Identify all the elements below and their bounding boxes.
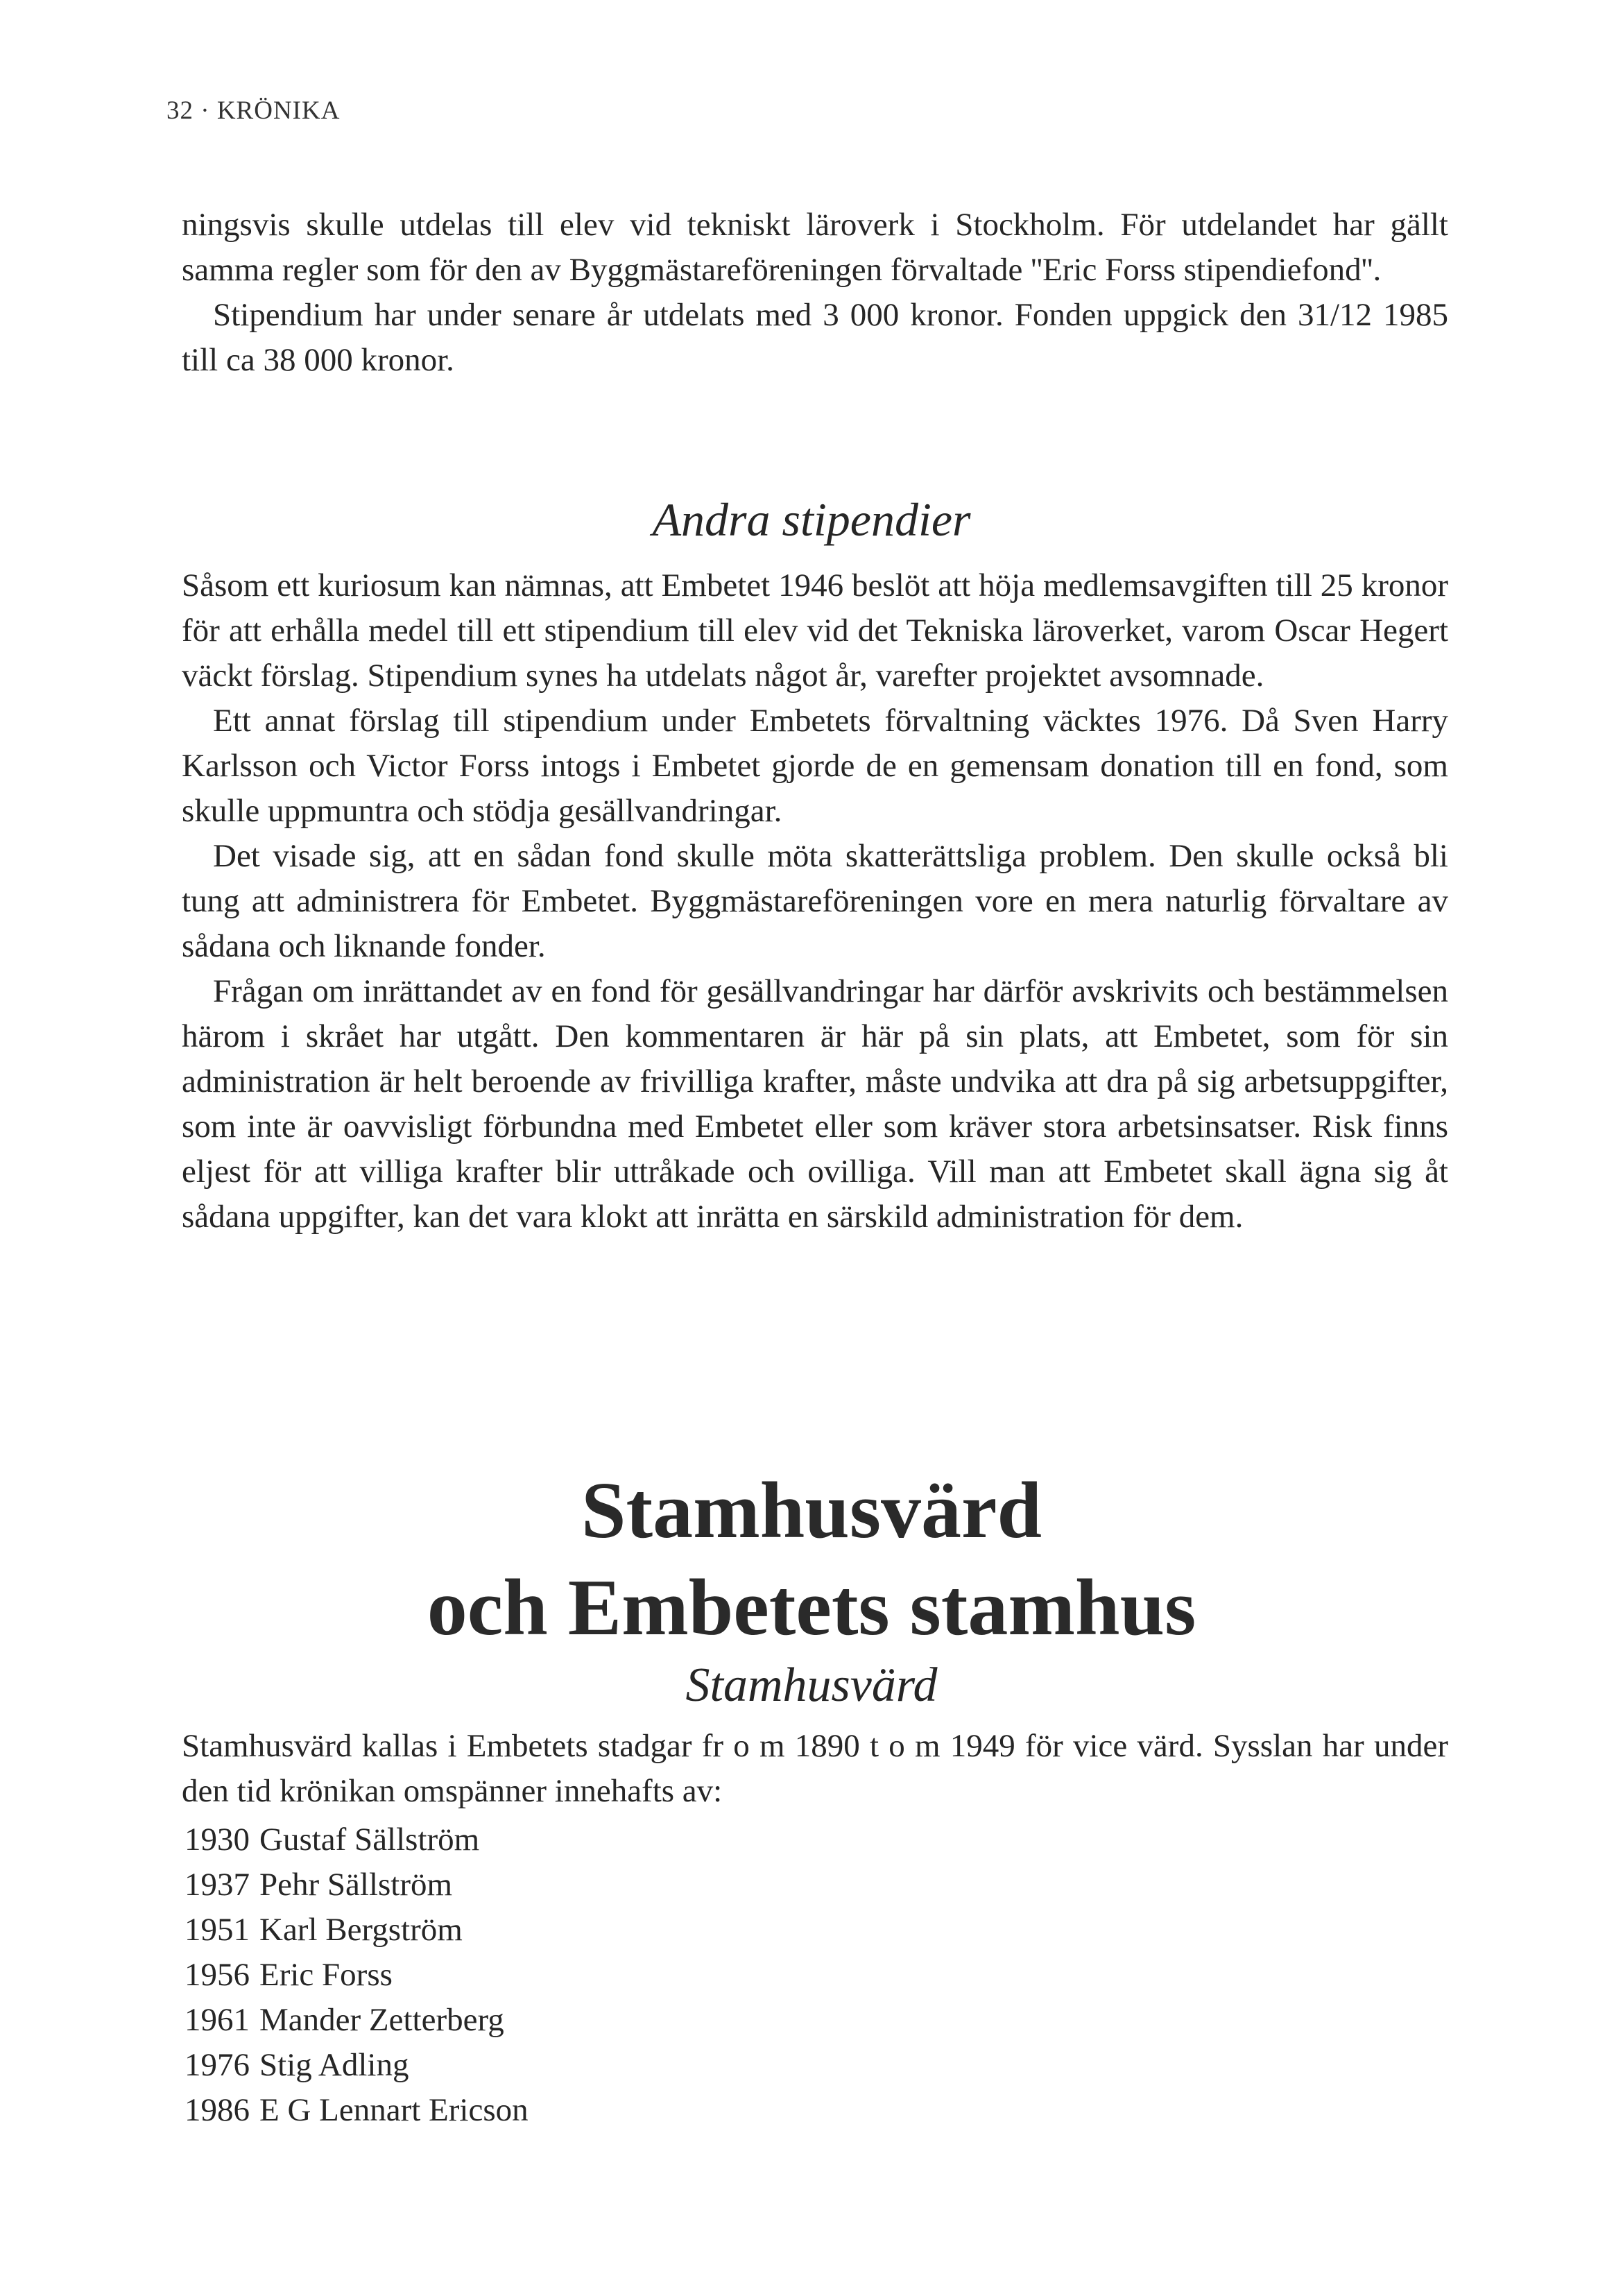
- chapter-title-line-1: Stamhusvärd: [581, 1466, 1042, 1555]
- holder-year: 1961: [184, 2002, 250, 2038]
- list-item: [184, 2088, 529, 2133]
- chapter-title: [0, 1462, 1623, 1656]
- holder-name: Gustaf Sällström: [259, 1822, 480, 1858]
- chapter-title-line-2: och Embetets stamhus: [427, 1563, 1196, 1652]
- holder-name: E G Lennart Ericson: [259, 2092, 529, 2128]
- running-head: 32 · KRÖNIKA: [166, 96, 341, 125]
- holder-name: Eric Forss: [259, 1957, 393, 1993]
- holder-year: 1930: [184, 1822, 250, 1858]
- list-item: [184, 2043, 529, 2088]
- holder-year: 1986: [184, 2092, 250, 2128]
- list-item: [184, 1908, 529, 1953]
- stamhusvard-holders-list: [184, 1817, 529, 2133]
- andra-stipendier-body: [182, 563, 1448, 1240]
- body-paragraph: Såsom ett kuriosum kan nämnas, att Embetet 1946 beslöt att höja medlemsavgiften till 25 kronor för att erhålla medel till ett stipendium till elev vid det Tekniska läroverket, varom Oscar Hegert väckt förslag. Stipendium synes ha utdelats något år, varefter projektet avsomnade.: [182, 567, 1448, 694]
- holder-name: Mander Zetterberg: [259, 2002, 504, 2038]
- intro-paragraph: ningsvis skulle utdelas till elev vid tekniskt läroverk i Stockholm. För utdelandet har gällt samma regler som för den av Byggmästareföreningen förvaltade ''Eric Forss stipendiefond''.: [182, 207, 1448, 288]
- body-paragraph: Stamhusvärd kallas i Embetets stadgar fr o m 1890 t o m 1949 för vice värd. Sysslan har under den tid krönikan omspänner innehafts av:: [182, 1728, 1448, 1809]
- holder-year: 1956: [184, 1957, 250, 1993]
- holder-name: Pehr Sällström: [259, 1867, 453, 1903]
- intro-section: [182, 203, 1448, 383]
- holder-year: 1976: [184, 2047, 250, 2083]
- list-item: [184, 1862, 529, 1908]
- list-item: [184, 1817, 529, 1862]
- stamhusvard-body: [182, 1724, 1448, 1814]
- body-paragraph: Det visade sig, att en sådan fond skulle möta skatterättsliga problem. Den skulle också bli tung att administrera för Embetet. Byggmästareföreningen vore en mera naturlig förvaltare av sådana och liknande fonder.: [182, 838, 1448, 964]
- intro-paragraph: Stipendium har under senare år utdelats med 3 000 kronor. Fonden uppgick den 31/12 1985 till ca 38 000 kronor.: [182, 297, 1448, 378]
- body-paragraph: Frågan om inrättandet av en fond för gesällvandringar har därför avskrivits och bestämmelsen härom i skrået har utgått. Den kommentaren är här på sin plats, att Embetet, som för sin administration är helt beroende av frivilliga krafter, måste undvika att dra på sig arbetsuppgifter, som inte är oavvisligt förbundna med Embetet eller som kräver stora arbetsinsatser. Risk finns eljest för att villiga krafter blir uttråkade och ovilliga. Vill man att Embetet skall ägna sig åt sådana uppgifter, kan det vara klokt att inrätta en särskild administration för dem.: [182, 973, 1448, 1235]
- holder-year: 1951: [184, 1912, 250, 1948]
- holder-name: Karl Bergström: [259, 1912, 463, 1948]
- body-paragraph: Ett annat förslag till stipendium under Embetets förvaltning väcktes 1976. Då Sven Harry Karlsson och Victor Forss intogs i Embetet gjorde de en gemensam donation till en fond, som skulle uppmuntra och stödja gesällvandringar.: [182, 703, 1448, 829]
- section-heading-andra-stipendier: Andra stipendier: [652, 493, 971, 546]
- section-heading-stamhusvard: Stamhusvärd: [685, 1659, 938, 1712]
- holder-name: Stig Adling: [259, 2047, 409, 2083]
- list-item: [184, 1953, 529, 1998]
- list-item: [184, 1998, 529, 2043]
- holder-year: 1937: [184, 1867, 250, 1903]
